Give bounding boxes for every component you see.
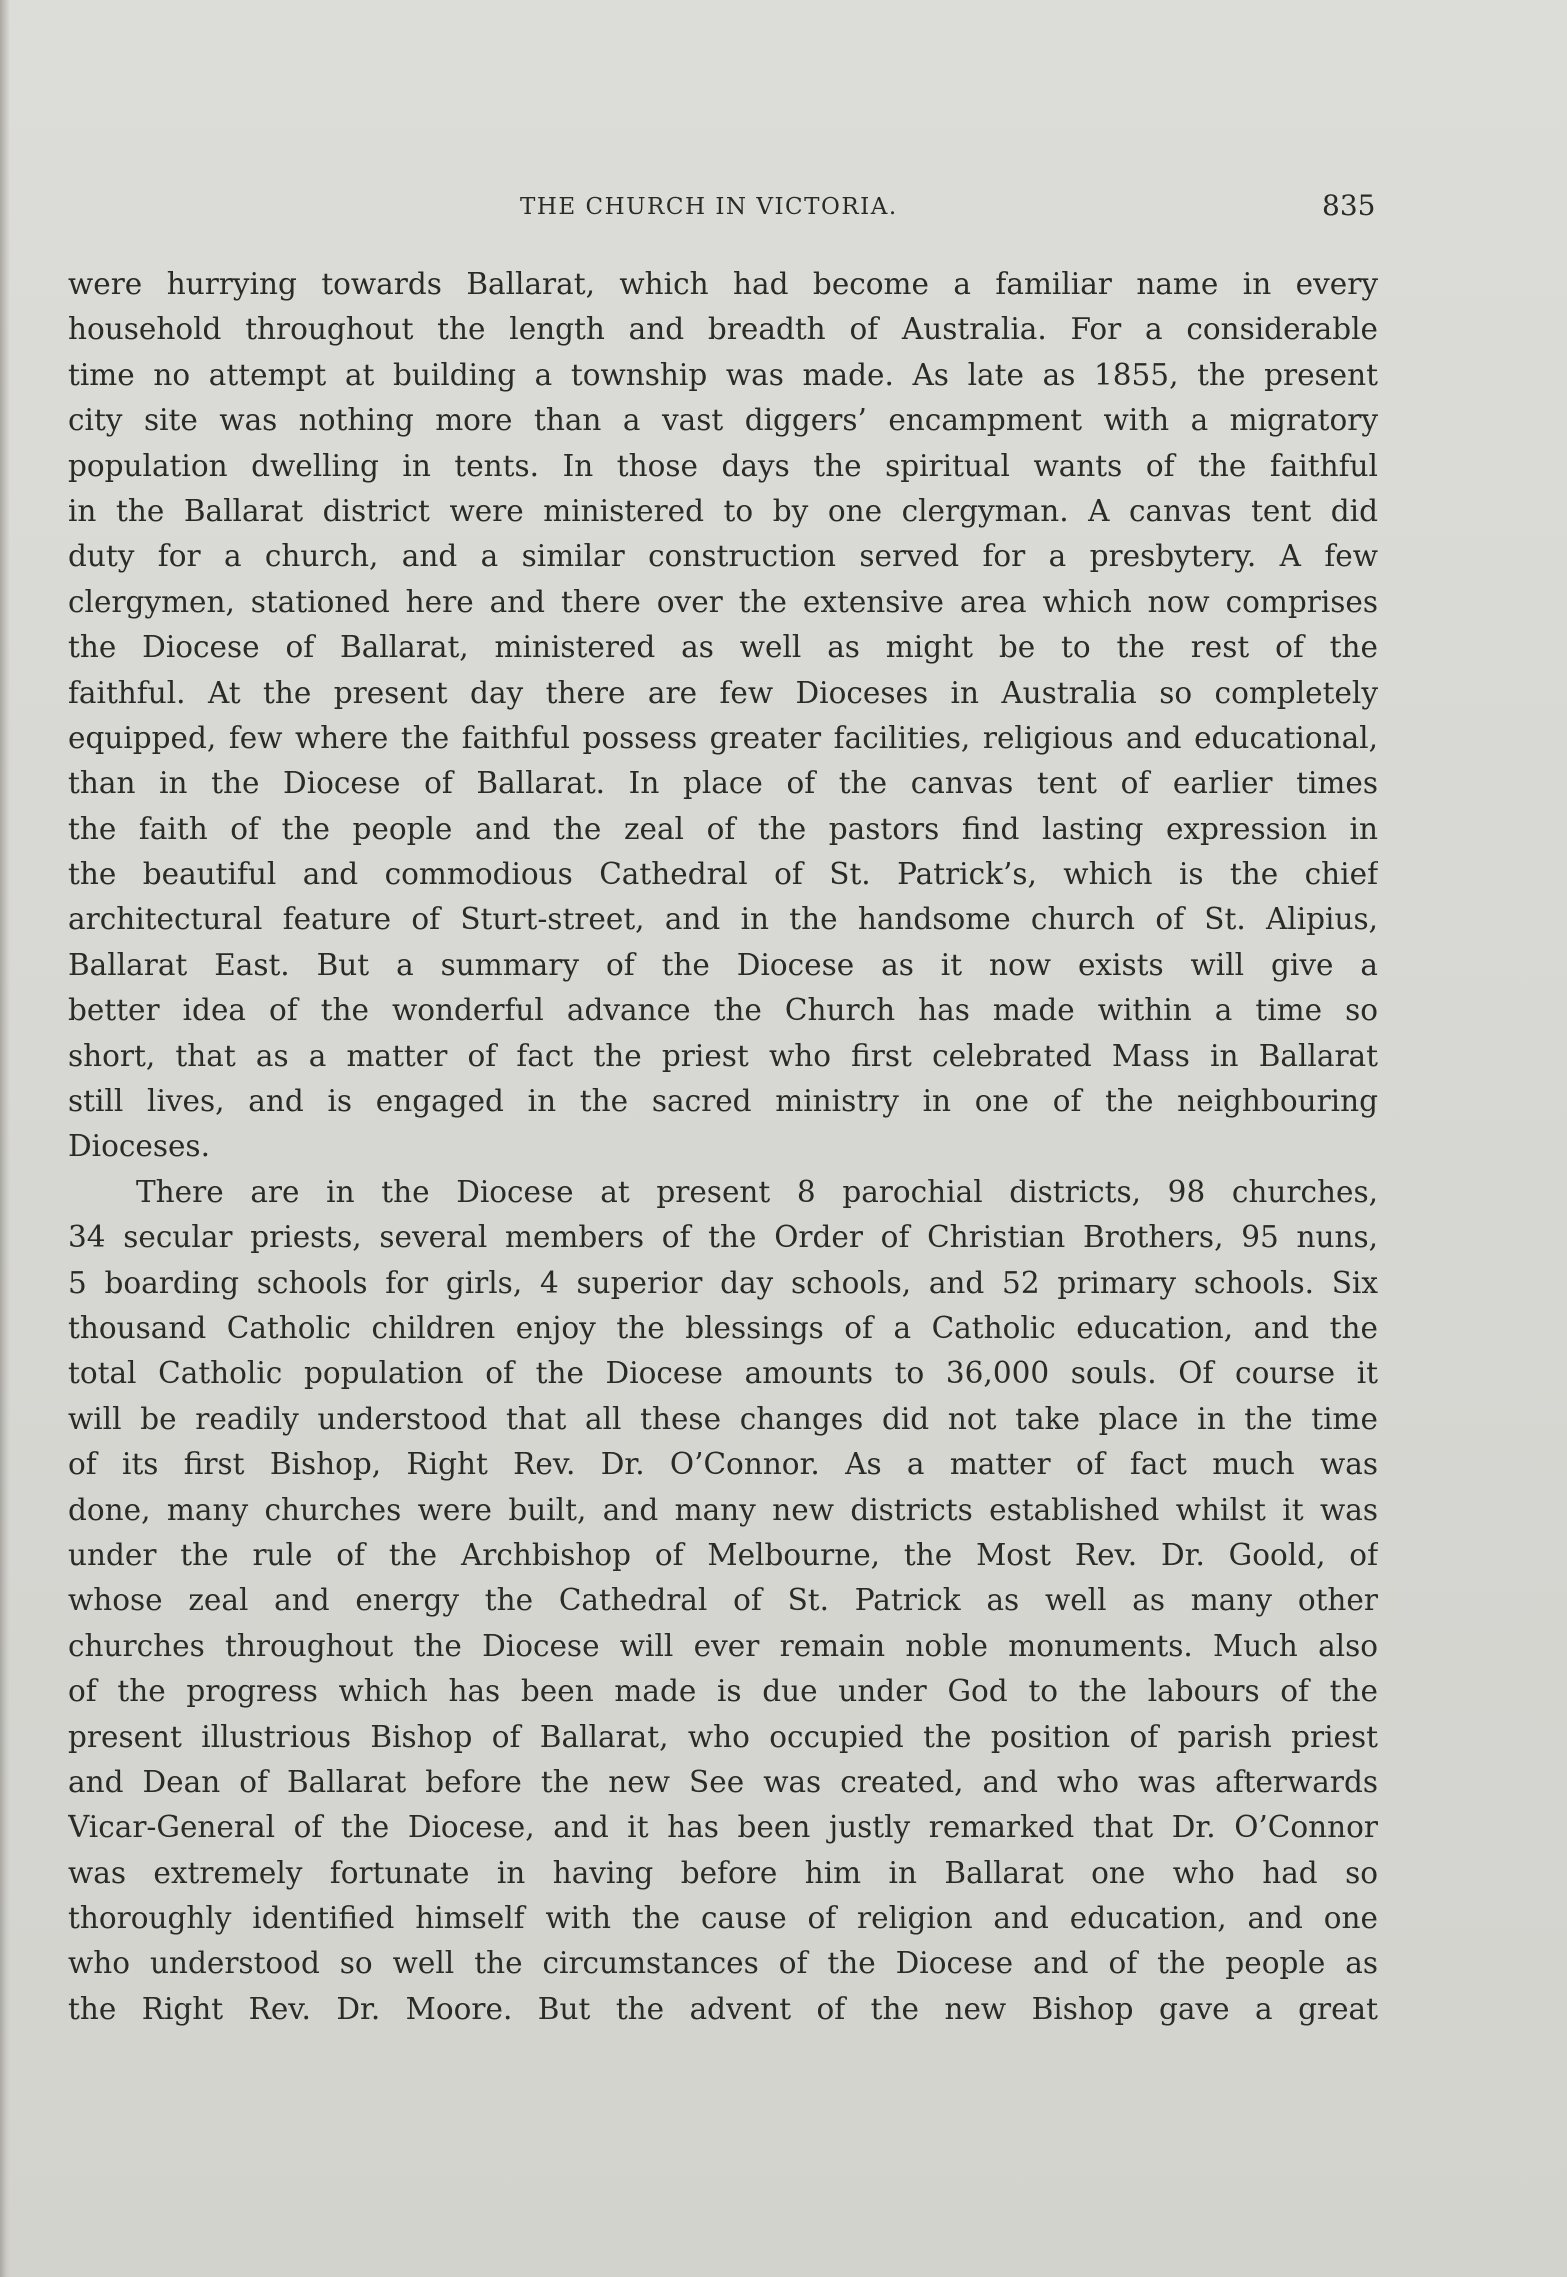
- text-line: done, many churches were built, and many new districts established whilst it was: [68, 1492, 1378, 1527]
- text-line: duty for a church, and a similar construction served for a presbytery. A few: [68, 539, 1378, 574]
- text-line: and Dean of Ballarat before the new See was created, and who was afterwards: [68, 1764, 1378, 1799]
- text-line: still lives, and is engaged in the sacred ministry in one of the neighbouring: [68, 1084, 1378, 1119]
- text-line: the Diocese of Ballarat, ministered as well as might be to the rest of the: [68, 630, 1378, 665]
- text-line: thousand Catholic children enjoy the blessings of a Catholic education, and the: [68, 1310, 1378, 1345]
- text-line: 5 boarding schools for girls, 4 superior day schools, and 52 primary schools. Six: [68, 1265, 1378, 1300]
- text-line: under the rule of the Archbishop of Melbourne, the Most Rev. Dr. Goold, of: [68, 1537, 1378, 1572]
- text-line: whose zeal and energy the Cathedral of St. Patrick as well as many other: [68, 1583, 1378, 1618]
- paragraph-start-line: There are in the Diocese at present 8 parochial districts, 98 churches,: [136, 1174, 1378, 1209]
- text-line: the faith of the people and the zeal of the pastors find lasting expression in: [68, 811, 1378, 846]
- page-edge-shadow: [0, 0, 10, 2277]
- page-number: 835: [1322, 189, 1376, 222]
- text-line: equipped, few where the faithful possess greater facilities, religious and educational,: [68, 720, 1378, 755]
- text-line: present illustrious Bishop of Ballarat, who occupied the position of parish priest: [68, 1719, 1378, 1754]
- text-line: thoroughly identified himself with the cause of religion and education, and one: [68, 1901, 1378, 1936]
- text-line: were hurrying towards Ballarat, which had become a familiar name in every: [68, 267, 1378, 301]
- text-line: will be readily understood that all these changes did not take place in the time: [68, 1401, 1378, 1436]
- text-line: total Catholic population of the Diocese amounts to 36,000 souls. Of course it: [68, 1356, 1378, 1391]
- text-line: 34 secular priests, several members of the Order of Christian Brothers, 95 nuns,: [68, 1220, 1378, 1255]
- running-title: THE CHURCH IN VICTORIA.: [520, 194, 898, 220]
- paragraph-end-line: Dioceses.: [68, 1129, 210, 1164]
- text-line: short, that as a matter of fact the priest who first celebrated Mass in Ballarat: [68, 1038, 1378, 1073]
- text-line: Vicar-General of the Diocese, and it has been justly remarked that Dr. O’Connor: [68, 1810, 1378, 1845]
- text-line: household throughout the length and breadth of Australia. For a considerable: [68, 312, 1378, 347]
- body-text: [68, 262, 1378, 2032]
- text-line: in the Ballarat district were ministered to by one clergyman. A canvas tent did: [68, 493, 1378, 528]
- text-line: than in the Diocese of Ballarat. In place of the canvas tent of earlier times: [68, 766, 1378, 801]
- text-line: was extremely fortunate in having before him in Ballarat one who had so: [68, 1855, 1378, 1890]
- text-line: who understood so well the circumstances of the Diocese and of the people as: [68, 1946, 1378, 1981]
- text-line: churches throughout the Diocese will ever remain noble monuments. Much also: [68, 1628, 1378, 1663]
- text-line: the beautiful and commodious Cathedral of St. Patrick’s, which is the chief: [68, 857, 1378, 892]
- text-line: of its first Bishop, Right Rev. Dr. O’Connor. As a matter of fact much was: [68, 1447, 1378, 1482]
- text-line: architectural feature of Sturt-street, and in the handsome church of St. Alipius,: [68, 902, 1378, 937]
- text-line: faithful. At the present day there are few Dioceses in Australia so completely: [68, 675, 1378, 710]
- text-line: clergymen, stationed here and there over the extensive area which now comprises: [68, 584, 1378, 619]
- text-line: population dwelling in tents. In those days the spiritual wants of the faithful: [68, 448, 1378, 483]
- text-line: the Right Rev. Dr. Moore. But the advent of the new Bishop gave a great: [68, 1991, 1378, 2026]
- text-line: Ballarat East. But a summary of the Diocese as it now exists will give a: [68, 947, 1378, 982]
- text-line: better idea of the wonderful advance the Church has made within a time so: [68, 993, 1378, 1028]
- text-line: of the progress which has been made is due under God to the labours of the: [68, 1674, 1378, 1709]
- text-line: city site was nothing more than a vast diggers’ encampment with a migratory: [68, 403, 1378, 438]
- text-line: time no attempt at building a township was made. As late as 1855, the present: [68, 357, 1378, 392]
